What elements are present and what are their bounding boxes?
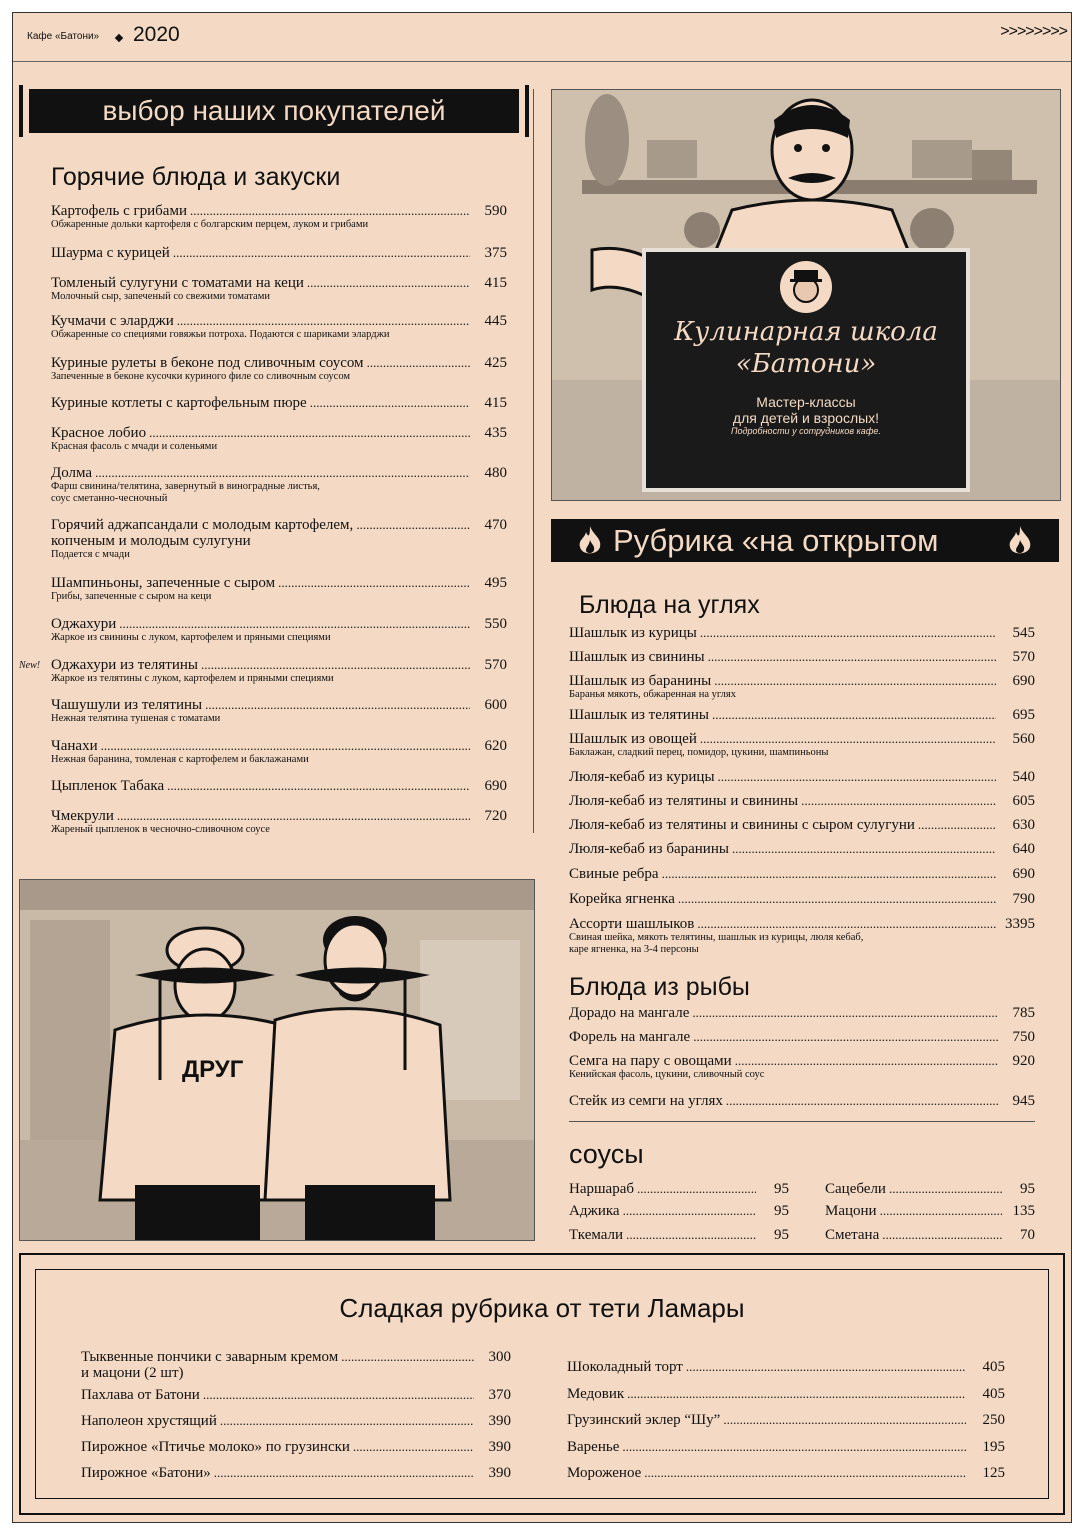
menu-item-price: 95 [1020, 1181, 1035, 1197]
menu-item-name-line2: и мацони (2 шт) [81, 1365, 184, 1381]
menu-item-price: 545 [1012, 625, 1035, 641]
open-fire-banner-text: Рубрика «на открытом [613, 523, 939, 558]
menu-item-row [569, 769, 1035, 785]
menu-item-row [567, 1386, 1005, 1402]
menu-item-price: 945 [1012, 1093, 1035, 1109]
menu-item [51, 738, 507, 766]
menu-item-name: Сацебели [825, 1181, 886, 1197]
menu-item-name: Шашлык из курицы [569, 625, 697, 641]
hot-dishes-title: Горячие блюда и закуски [51, 163, 341, 191]
dot-leader [149, 425, 470, 441]
menu-item-name: Ткемали [569, 1227, 624, 1243]
menu-item-price: 125 [982, 1465, 1005, 1481]
menu-item-row [569, 625, 1035, 641]
menu-item-name: Цыпленок Табака [51, 778, 165, 794]
dot-leader [918, 817, 996, 833]
menu-item [569, 1029, 1035, 1045]
menu-item-row [51, 203, 507, 219]
menu-item-price: 570 [1012, 649, 1035, 665]
menu-item-description: Красная фасоль с мчади и соленьями [51, 441, 218, 452]
menu-item-price: 750 [1012, 1029, 1035, 1045]
cafe-name: Кафе «Батони» [27, 31, 100, 42]
menu-item-row [81, 1349, 511, 1365]
menu-page [12, 12, 1072, 1523]
menu-item [51, 313, 507, 341]
dot-leader [882, 1227, 1002, 1243]
menu-item-price: 690 [1012, 673, 1035, 689]
menu-item-price: 300 [488, 1349, 511, 1365]
menu-item-name: Люля-кебаб из телятины и свинины с сыром сулугуни [569, 817, 915, 833]
menu-item-price: 550 [484, 616, 507, 632]
menu-item-row [51, 657, 507, 673]
menu-item-price: 95 [774, 1227, 789, 1243]
dot-leader [697, 916, 996, 932]
menu-item [569, 891, 1035, 907]
sweet-title: Сладкая рубрика от тети Ламары [339, 1293, 745, 1323]
menu-item-price: 640 [1012, 841, 1035, 857]
menu-item [567, 1412, 1005, 1428]
menu-item-name: Томленый сулугуни с томатами на кеци [51, 275, 304, 291]
menu-item-row [825, 1181, 1035, 1197]
menu-item-row [569, 1029, 1035, 1045]
menu-item-row [569, 916, 1035, 932]
menu-item-price: 435 [484, 425, 507, 441]
menu-item-name: Люля-кебаб из курицы [569, 769, 715, 785]
menu-item-price: 720 [484, 808, 507, 824]
menu-item-name: Шашлык из свинины [569, 649, 705, 665]
menu-item [569, 673, 1035, 701]
menu-item [51, 517, 507, 561]
menu-item [81, 1387, 511, 1403]
menu-item-name: Мороженое [567, 1465, 642, 1481]
menu-item-row [51, 517, 507, 533]
menu-item-name: Ассорти шашлыков [569, 916, 695, 932]
menu-item-description-line2: соус сметанно-чесночный [51, 493, 168, 504]
menu-item-name: Чмекрули [51, 808, 114, 824]
menu-item-name: Корейка ягненка [569, 891, 675, 907]
menu-item-row [569, 649, 1035, 665]
menu-item-price: 390 [488, 1465, 511, 1481]
menu-item-price: 480 [484, 465, 507, 481]
menu-item-name: Пахлава от Батони [81, 1387, 200, 1403]
menu-item [569, 625, 1035, 641]
menu-item-row [569, 841, 1035, 857]
dot-leader [278, 575, 470, 591]
dot-leader [356, 517, 470, 533]
arrows-decoration: >>>>>>>> [1000, 23, 1067, 40]
menu-item-name: Шашлык из баранины [569, 673, 712, 689]
menu-item [569, 707, 1035, 723]
menu-item-row [81, 1387, 511, 1403]
menu-item-name: Горячий аджапсандали с молодым картофелем, [51, 517, 354, 533]
dot-leader [700, 625, 996, 641]
menu-item [569, 1181, 789, 1197]
dot-leader [190, 203, 470, 219]
menu-item-price: 785 [1012, 1005, 1035, 1021]
school-name: «Батони» [735, 349, 877, 379]
culinary-school-picture [551, 89, 1061, 501]
menu-item-name-line2: копченым и молодым сулугуни [51, 533, 251, 549]
menu-item-description: Баклажан, сладкий перец, помидор, цукини, шампиньоны [569, 747, 829, 758]
friends-poster-picture [19, 879, 535, 1241]
menu-item-name: Шампиньоны, запеченные с сыром [51, 575, 276, 591]
new-badge: New! [19, 660, 41, 671]
menu-item-row [51, 395, 507, 411]
menu-item-price: 920 [1012, 1053, 1035, 1069]
menu-item-description: Обжаренные со специями говяжьи потроха. Подаются с шариками эларджи [51, 329, 390, 340]
menu-item-price: 690 [1012, 866, 1035, 882]
dot-leader [732, 841, 996, 857]
menu-item [51, 697, 507, 725]
menu-item [569, 916, 1035, 956]
menu-item-price: 3395 [1005, 916, 1035, 932]
menu-item-name: Тыквенные пончики с заварным кремом [81, 1349, 339, 1365]
baton-logo-icon [779, 260, 833, 314]
menu-item-name: Семга на пару с овощами [569, 1053, 732, 1069]
dot-leader [623, 1203, 756, 1219]
menu-item-name: Долма [51, 465, 93, 481]
menu-item-name: Наршараб [569, 1181, 634, 1197]
menu-item-description: Жареный цыпленок в чесночно-сливочном соусе [51, 824, 270, 835]
fish-divider [569, 1121, 1035, 1122]
dot-leader [708, 649, 996, 665]
menu-item-row [569, 1005, 1035, 1021]
menu-item-price: 790 [1012, 891, 1035, 907]
dot-leader [627, 1386, 966, 1402]
menu-item-name: Грузинский эклер “Шу” [567, 1412, 721, 1428]
menu-item [51, 355, 507, 383]
dot-leader [177, 313, 470, 329]
dot-leader [201, 657, 470, 673]
menu-item-row [51, 575, 507, 591]
dot-leader [692, 1005, 998, 1021]
menu-item-row [81, 1465, 511, 1481]
menu-item [51, 778, 507, 794]
menu-item [569, 1005, 1035, 1021]
menu-item-name: Шаурма с курицей [51, 245, 170, 261]
dot-leader [119, 616, 470, 632]
dot-leader [367, 355, 470, 371]
dot-leader [95, 465, 470, 481]
dot-leader [220, 1413, 474, 1429]
menu-item [81, 1465, 511, 1481]
menu-item [569, 1093, 1035, 1109]
dot-leader [214, 1465, 474, 1481]
menu-item-name: Картофель с грибами [51, 203, 187, 219]
menu-item-description: Фарш свинина/телятина, завернутый в виноградные листья, [51, 481, 320, 492]
menu-item-row [51, 808, 507, 824]
menu-item-name: Пирожное «Птичье молоко» по грузински [81, 1439, 350, 1455]
menu-item-name: Чанахи [51, 738, 98, 754]
menu-item [569, 866, 1035, 882]
school-subtitle: Мастер-классы [756, 394, 856, 410]
menu-item-row [569, 817, 1035, 833]
dot-leader [637, 1181, 756, 1197]
menu-item [51, 203, 507, 231]
menu-item [569, 1053, 1035, 1081]
menu-item [51, 425, 507, 453]
grill-title: Блюда на углях [579, 591, 760, 619]
menu-item [51, 275, 507, 303]
menu-item [51, 395, 507, 411]
menu-item-description-line2: каре ягненка, на 3-4 персоны [569, 944, 699, 955]
menu-item-row [567, 1412, 1005, 1428]
menu-item [567, 1386, 1005, 1402]
menu-item-row [569, 1093, 1035, 1109]
menu-item-row [51, 465, 507, 481]
dot-leader [712, 707, 996, 723]
menu-item-name: Наполеон хрустящий [81, 1413, 217, 1429]
menu-item-name: Форель на мангале [569, 1029, 691, 1045]
menu-item-name: Дорадо на мангале [569, 1005, 690, 1021]
dot-leader [622, 1439, 966, 1455]
school-title: Кулинарная школа [674, 317, 938, 347]
menu-item-price: 630 [1012, 817, 1035, 833]
menu-item-row [569, 1053, 1035, 1069]
flame-icon [577, 526, 603, 556]
menu-item [569, 793, 1035, 809]
menu-item-price: 415 [484, 275, 507, 291]
menu-item-description: Молочный сыр, запеченый со свежими томатами [51, 291, 270, 302]
culinary-school-chalkboard [642, 248, 970, 492]
dot-leader [101, 738, 470, 754]
menu-item [569, 731, 1035, 759]
menu-item-row [51, 355, 507, 371]
menu-item-description: Обжаренные дольки картофеля с болгарским перцем, луком и грибами [51, 219, 369, 230]
menu-item-name: Чашушули из телятины [51, 697, 203, 713]
menu-item-name: Шоколадный торт [567, 1359, 683, 1375]
menu-item-price: 690 [484, 778, 507, 794]
school-subtitle-2: для детей и взрослых! [732, 410, 880, 426]
menu-item-price: 570 [484, 657, 507, 673]
menu-item [825, 1181, 1035, 1197]
dot-leader [700, 731, 996, 747]
menu-item-row [567, 1465, 1005, 1481]
menu-item-name: Кучмачи с эларджи [51, 313, 174, 329]
dot-leader [889, 1181, 1002, 1197]
menu-item-description: Запеченные в беконе кусочки куриного филе со сливочным соусом [51, 371, 351, 382]
dot-leader [626, 1227, 756, 1243]
menu-item-name: Сметана [825, 1227, 880, 1243]
menu-item-price: 405 [982, 1359, 1005, 1375]
menu-item-row [81, 1413, 511, 1429]
menu-item-price: 415 [484, 395, 507, 411]
menu-item-row [51, 313, 507, 329]
flame-icon [1007, 526, 1033, 556]
menu-item-price: 470 [484, 517, 507, 533]
dot-leader [880, 1203, 1002, 1219]
menu-item-description: Свиная шейка, мякоть телятины, шашлык из курицы, люля кебаб, [569, 932, 864, 943]
menu-item-name: Аджика [569, 1203, 620, 1219]
menu-item-row [81, 1439, 511, 1455]
menu-item-price: 600 [484, 697, 507, 713]
dot-leader [307, 275, 470, 291]
menu-item-name: Оджахури из телятины [51, 657, 198, 673]
menu-item-row [569, 891, 1035, 907]
menu-item [51, 245, 507, 261]
sauces-title: соусы [569, 1139, 644, 1169]
menu-item-price: 135 [1012, 1203, 1035, 1219]
menu-item-price: 590 [484, 203, 507, 219]
menu-item-price: 390 [488, 1413, 511, 1429]
menu-item-row [569, 1227, 789, 1243]
menu-item-row [567, 1359, 1005, 1375]
menu-item-price: 445 [484, 313, 507, 329]
dot-leader [735, 1053, 998, 1069]
shirt-text: ДРУГ [182, 1056, 244, 1083]
menu-item-row [569, 1181, 789, 1197]
menu-item [81, 1413, 511, 1429]
menu-item-price: 405 [982, 1386, 1005, 1402]
fish-title: Блюда из рыбы [569, 973, 750, 1001]
menu-item-name: Люля-кебаб из телятины и свинины [569, 793, 799, 809]
dot-leader [662, 866, 996, 882]
menu-item-row [569, 866, 1035, 882]
menu-item-price: 250 [982, 1412, 1005, 1428]
menu-item-row [825, 1203, 1035, 1219]
menu-item [569, 1227, 789, 1243]
menu-item-name: Люля-кебаб из баранины [569, 841, 729, 857]
customers-choice-banner: выбор наших покупателей [29, 89, 519, 133]
menu-item-price: 195 [982, 1439, 1005, 1455]
dot-leader [203, 1387, 474, 1403]
dot-leader [644, 1465, 966, 1481]
dot-leader [117, 808, 470, 824]
dot-leader [167, 778, 470, 794]
menu-item-row [51, 275, 507, 291]
menu-item-price: 560 [1012, 731, 1035, 747]
menu-item-name: Оджахури [51, 616, 117, 632]
menu-item [569, 817, 1035, 833]
menu-item-row [569, 1203, 789, 1219]
menu-item-row [569, 673, 1035, 689]
menu-item-description: Баранья мякоть, обжаренная на углях [569, 689, 737, 700]
menu-item [567, 1359, 1005, 1375]
menu-item-row [51, 616, 507, 632]
dot-leader [205, 697, 470, 713]
menu-item [569, 649, 1035, 665]
menu-item-name: Куриные рулеты в беконе под сливочным соусом [51, 355, 364, 371]
menu-item-name: Варенье [567, 1439, 620, 1455]
menu-item [569, 841, 1035, 857]
menu-item-row [567, 1439, 1005, 1455]
friends-illustration [20, 880, 534, 1240]
menu-item [51, 657, 507, 685]
menu-item-row [569, 707, 1035, 723]
menu-item-row [51, 738, 507, 754]
menu-item-name: Куриные котлеты с картофельным пюре [51, 395, 307, 411]
menu-item-name: Красное лобио [51, 425, 147, 441]
year: 2020 [133, 23, 180, 46]
menu-item [51, 616, 507, 644]
school-note: Подробности у сотрудников кафе. [731, 426, 881, 436]
dot-leader [801, 793, 996, 809]
dot-leader [718, 769, 996, 785]
menu-item [51, 575, 507, 603]
menu-item-row [51, 697, 507, 713]
dot-leader [693, 1029, 998, 1045]
menu-item [825, 1203, 1035, 1219]
dot-leader [726, 1093, 998, 1109]
menu-item-row [569, 793, 1035, 809]
dot-leader [686, 1359, 966, 1375]
column-divider [533, 89, 534, 833]
dot-leader [714, 673, 996, 689]
menu-item-name: Пирожное «Батони» [81, 1465, 211, 1481]
menu-item-name: Шашлык из телятины [569, 707, 709, 723]
menu-item [825, 1227, 1035, 1243]
menu-item [51, 465, 507, 505]
dot-leader [723, 1412, 966, 1428]
menu-item-description: Грибы, запеченные с сыром на кеци [51, 591, 212, 602]
menu-item-price: 620 [484, 738, 507, 754]
menu-item-description: Жаркое из телятины с луком, картофелем и пряными специями [51, 673, 334, 684]
menu-item-price: 370 [488, 1387, 511, 1403]
menu-item-price: 375 [484, 245, 507, 261]
menu-item [569, 1203, 789, 1219]
diamond-bullet-icon [115, 34, 123, 42]
menu-item-price: 95 [774, 1181, 789, 1197]
dot-leader [353, 1439, 474, 1455]
dot-leader [341, 1349, 474, 1365]
dot-leader [173, 245, 470, 261]
menu-item-price: 390 [488, 1439, 511, 1455]
menu-item-row [825, 1227, 1035, 1243]
menu-item [51, 808, 507, 836]
menu-item [567, 1439, 1005, 1455]
menu-item [567, 1465, 1005, 1481]
menu-item-description: Кенийская фасоль, цукини, сливочный соус [569, 1069, 765, 1080]
menu-item-description: Жаркое из свинины с луком, картофелем и пряными специями [51, 632, 331, 643]
top-bar [13, 13, 1071, 62]
dot-leader [310, 395, 470, 411]
menu-item [81, 1349, 511, 1381]
menu-item-name: Шашлык из овощей [569, 731, 697, 747]
menu-item-description: Нежная баранина, томленая с картофелем и баклажанами [51, 754, 309, 765]
menu-item-row [51, 778, 507, 794]
menu-item-price: 695 [1012, 707, 1035, 723]
menu-item-price: 95 [774, 1203, 789, 1219]
menu-item-description: Подается с мчади [51, 549, 130, 560]
menu-item-row [51, 425, 507, 441]
menu-item-name: Стейк из семги на углях [569, 1093, 723, 1109]
menu-item-row [51, 245, 507, 261]
menu-item-description: Нежная телятина тушеная с томатами [51, 713, 221, 724]
menu-item-name: Свиные ребра [569, 866, 659, 882]
menu-item-price: 540 [1012, 769, 1035, 785]
menu-item-name: Мацони [825, 1203, 877, 1219]
dot-leader [678, 891, 996, 907]
menu-item [569, 769, 1035, 785]
menu-item [81, 1439, 511, 1455]
open-fire-banner [551, 519, 1059, 562]
menu-item-name: Медовик [567, 1386, 625, 1402]
menu-item-price: 495 [484, 575, 507, 591]
menu-item-price: 605 [1012, 793, 1035, 809]
menu-item-price: 70 [1020, 1227, 1035, 1243]
menu-item-price: 425 [484, 355, 507, 371]
menu-item-row [569, 731, 1035, 747]
